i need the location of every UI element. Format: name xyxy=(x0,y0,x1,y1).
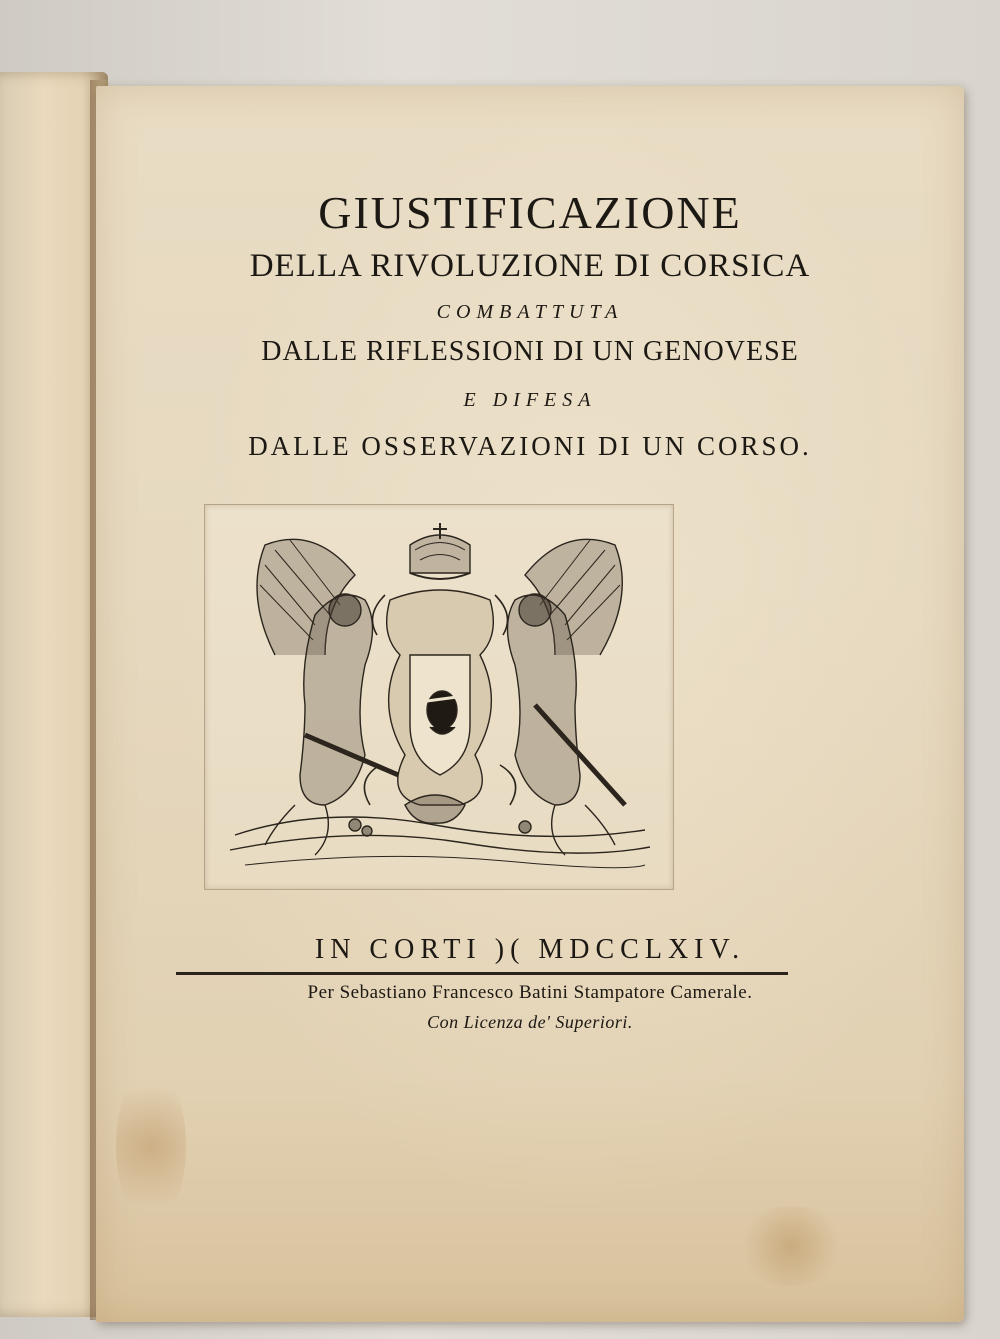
imprint-rule xyxy=(176,972,788,975)
coat-of-arms-engraving xyxy=(205,505,673,889)
imprint-place-date: IN CORTI )( MDCCLXIV. xyxy=(314,934,746,965)
engraved-plate xyxy=(204,504,674,890)
printer-line: Per Sebastiano Francesco Batini Stampatore Camerale. xyxy=(307,982,753,1003)
title-line-3: COMBATTUTA xyxy=(436,301,624,323)
title-line-6: DALLE OSSERVAZIONI DI UN CORSO. xyxy=(248,431,812,461)
license-line: Con Licenza de' Superiori. xyxy=(427,1012,633,1032)
title-line-1: GIUSTIFICAZIONE xyxy=(318,187,742,238)
title-line-2: DELLA RIVOLUZIONE DI CORSICA xyxy=(249,248,811,284)
foxing-spot xyxy=(736,1206,846,1286)
title-page xyxy=(96,86,964,1322)
title-line-5: E DIFESA xyxy=(463,389,597,411)
foxing-spot xyxy=(116,1066,186,1226)
title-line-4: DALLE RIFLESSIONI DI UN GENOVESE xyxy=(261,336,799,367)
